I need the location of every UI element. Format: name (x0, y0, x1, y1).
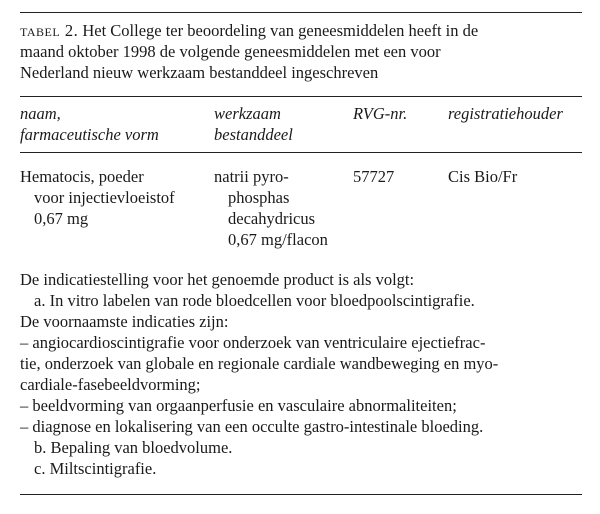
header-name-form: naam, farmaceutische vorm (20, 104, 159, 144)
top-rule (20, 12, 582, 13)
table-caption (20, 20, 582, 83)
caption-label: tabel 2. (20, 21, 79, 40)
bottom-rule (20, 494, 582, 495)
header-registration-holder: registratiehouder (448, 104, 563, 123)
body-line: tie, onderzoek van globale en regionale cardiale wandbeweging en myo- (20, 354, 499, 373)
header-active-ingredient: werkzaam bestanddeel (214, 104, 293, 144)
body-line: De voornaamste indicaties zijn: (20, 312, 229, 331)
header-rvg-number: RVG-nr. (353, 104, 408, 123)
body-line: c. Miltscintigrafie. (34, 459, 157, 478)
table-row-name-form: Hematocis, poeder voor injectievloeistof 0,67 mg (20, 167, 175, 228)
body-line: – angiocardioscintigrafie voor onderzoek van ventriculaire ejectiefrac- (20, 333, 486, 352)
table-row-rvg-number: 57727 (353, 167, 395, 186)
header-top-rule (20, 96, 582, 97)
document-page (20, 0, 582, 514)
body-line: cardiale-fasebeeldvorming; (20, 375, 201, 394)
table-row-registration-holder: Cis Bio/Fr (448, 167, 518, 186)
body-line: a. In vitro labelen van rode bloedcellen voor bloedpoolscintigrafie. (34, 291, 475, 310)
caption-line-1: Het College ter beoordeling van geneesmiddelen heeft in de (78, 21, 479, 40)
caption-line-2: maand oktober 1998 de volgende geneesmiddelen met een voor (20, 42, 441, 61)
indication-text (20, 269, 582, 479)
body-line: De indicatiestelling voor het genoemde product is als volgt: (20, 270, 415, 289)
header-bottom-rule (20, 152, 582, 153)
caption-line-3: Nederland nieuw werkzaam bestanddeel ingeschreven (20, 63, 379, 82)
body-line: – diagnose en lokalisering van een occulte gastro-intestinale bloeding. (20, 417, 484, 436)
body-line: b. Bepaling van bloedvolume. (34, 438, 233, 457)
body-line: – beeldvorming van orgaanperfusie en vasculaire abnormaliteiten; (20, 396, 457, 415)
table-row-active-ingredient: natrii pyro- phosphas decahydricus 0,67 mg/flacon (214, 167, 328, 249)
